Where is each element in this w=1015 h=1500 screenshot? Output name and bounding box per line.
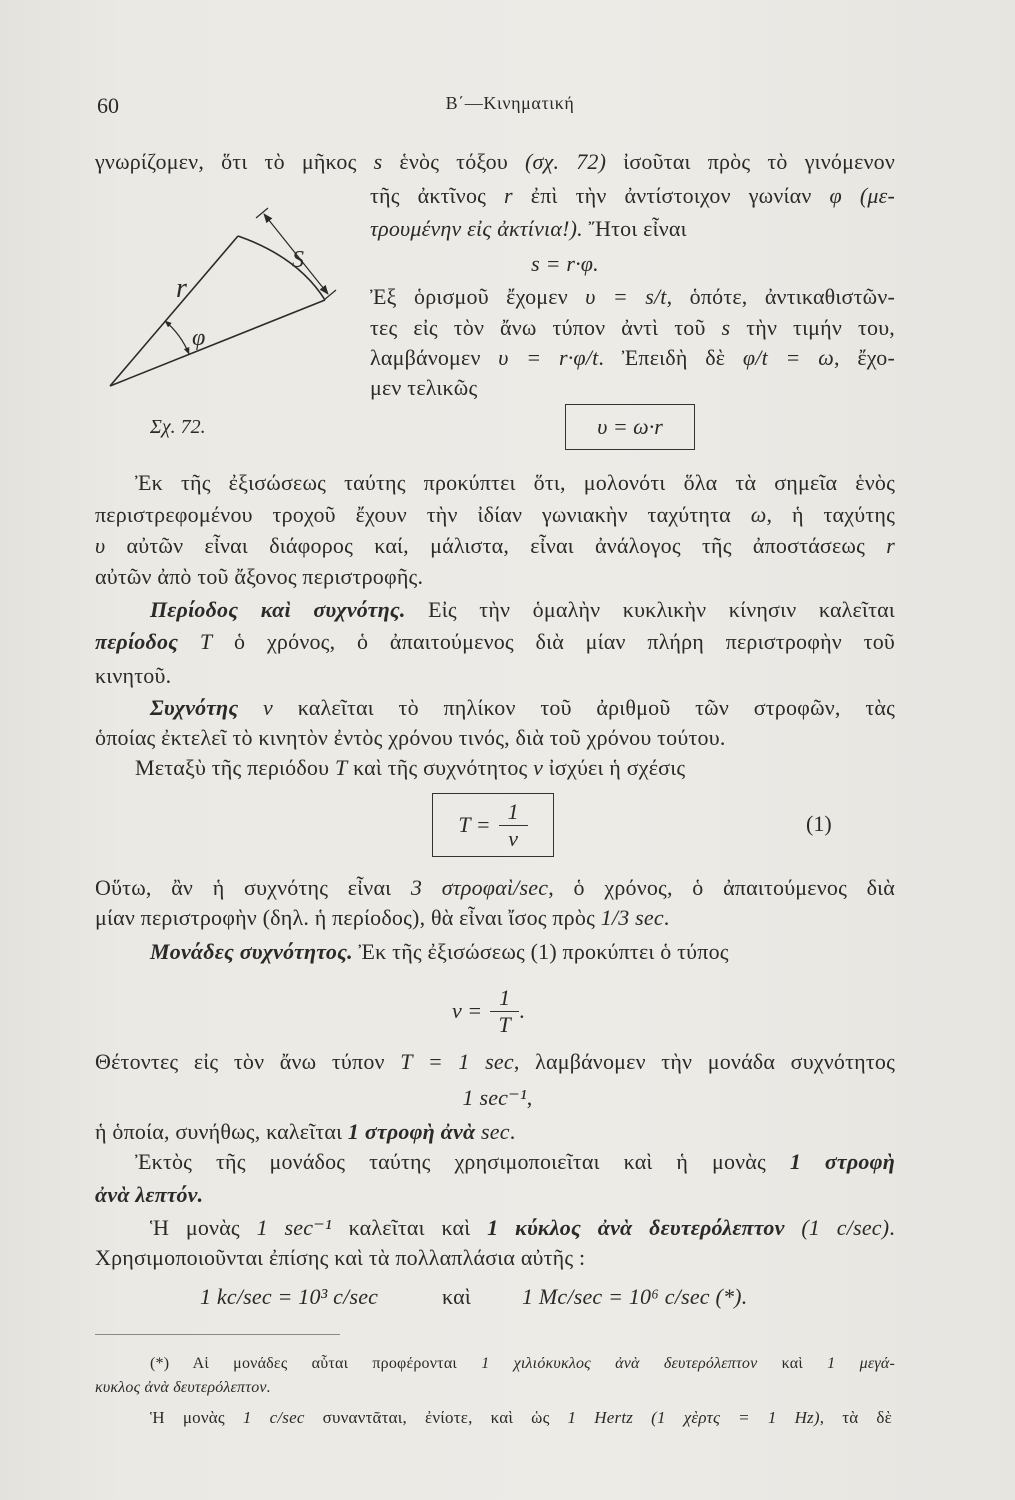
text-run: περιστρεφομένου τροχοῦ ἔχουν τὴν ἰδίαν γωνιακὴν ταχύτητα [95,502,751,527]
text-line [95,1048,895,1076]
text-run: ἑνὸς τόξου [382,149,525,174]
text-run: . [663,905,670,930]
text-run: Θέτοντες εἰς τὸν ἄνω τύπον [95,1049,401,1074]
radius-lower-line [110,300,325,386]
italic-run: 1/3 sec [600,905,664,930]
formula-line [200,1283,378,1311]
italic-run: υ = r·φ/t [498,345,599,370]
text-line [95,532,895,560]
text-run: , ἔχο- [833,345,895,370]
bold-italic-run: Περίοδος καὶ συχνότης. [150,597,406,622]
text-run: καὶ [757,1355,828,1372]
bold-italic-run: 1 κύκλος ἀνὰ δευτερόλεπτον [487,1215,785,1240]
frequency-formula-lhs: ν = [452,998,483,1023]
text-run: ἰσχύει ἡ σχέσις [543,755,686,780]
text-run: Ἤτοι εἶναι [582,216,687,241]
text-run: . [509,1119,516,1144]
label-phi: φ [192,325,206,351]
text-run: τὴν τιμήν του, [730,315,895,340]
italic-run: r [886,533,895,558]
formula-line [522,1283,747,1311]
text-line [135,1148,895,1176]
text-line [370,344,895,372]
velocity-formula: υ = ω·r [597,414,663,439]
footnote-line [150,1406,892,1430]
text-line [150,938,729,966]
text-run: . [889,1215,895,1240]
fraction [490,985,519,1038]
text-line [95,628,895,656]
text-run: τες εἰς τὸν ἄνω τύπον ἀντὶ τοῦ [370,315,722,340]
frequency-formula [452,983,525,1039]
italic-run: φ/t = ω [742,345,834,370]
arc-s [238,236,325,300]
text-run: μεν τελικῶς [370,375,478,400]
text-line [95,501,895,529]
text-line [95,724,726,752]
italic-run: 3 στροφαὶ/sec [410,875,549,900]
italic-run: (1 c/sec) [784,1215,890,1240]
italic-run: υ = s/t [585,284,667,309]
page-number: 60 [97,93,119,118]
text-run: αὐτῶν εἶναι διάφορος καί, μάλιστα, εἶναι ἀνάλογος τῆς ἀποστάσεως [105,533,887,558]
italic-run: s [721,315,731,340]
text-line [135,754,685,782]
text-run: . Ἐπειδὴ δὲ [598,345,743,370]
text-run: , ἡ ταχύτης [766,502,895,527]
text-run: ἐπὶ τὴν ἀντίστοιχον γωνίαν [512,183,830,208]
bold-italic-run: Συχνότης [150,695,239,720]
bold-italic-run: ἀνὰ λεπτόν. [95,1182,204,1207]
italic-run: τρουμένην εἰς ἀκτίνια!). [370,216,583,241]
italic-run: υ [95,533,106,558]
italic-run: 1 sec⁻¹ [462,1085,527,1110]
label-s: S [292,247,304,273]
text-run: Ἐκ τῆς ἐξισώσεως (1) προκύπτει ὁ τύπος [352,939,729,964]
text-run: Οὕτω, ἂν ἡ συχνότης εἶναι [95,875,411,900]
frequency-formula-tail: . [519,998,525,1023]
italic-run: ω [750,502,767,527]
text-run: , [526,1085,533,1110]
formula-line [440,1084,555,1112]
italic-run: r [504,183,513,208]
figure-caption: Σχ. 72. [150,416,206,438]
italic-run: 1 Mc/sec = 10⁶ c/sec (*). [522,1284,748,1309]
text-line [150,596,895,624]
fraction-denominator: T [498,1011,511,1037]
italic-run: ν [533,755,544,780]
formula-line [505,250,625,278]
label-r: r [176,273,187,304]
text-run: , τὰ δὲ [819,1408,892,1427]
text-line [370,374,477,402]
text-line [95,1181,203,1209]
velocity-formula-box [565,404,695,450]
italic-run: T [334,755,348,780]
fraction [499,799,528,852]
text-run: συναντᾶται, ἐνίοτε, καὶ ὡς [304,1408,568,1427]
text-line [370,314,895,342]
text-run: Μεταξὺ τῆς περιόδου [135,755,335,780]
text-run: ἰσοῦται πρὸς τὸ γινόμενον [606,149,896,174]
text-run: (*) Αἱ μονάδες αὗται προφέρονται [150,1355,482,1372]
bold-italic-run: 1 στροφὴ ἀνὰ [347,1119,476,1144]
italic-run: 1 χιλιόκυκλος ἀνὰ δευτερόλεπτον [481,1355,758,1372]
text-line [370,215,687,243]
text-run: καλεῖται καὶ [331,1215,488,1240]
text-run: Ἐξ ὁρισμοῦ ἔχομεν [370,284,586,309]
text-run: αὐτῶν ἀπὸ τοῦ ἄξονος περιστροφῆς. [95,564,424,589]
text-run: ὁ χρόνος, ὁ ἀπαιτούμενος διὰ μίαν πλήρη περιστροφὴν τοῦ [212,629,896,654]
text-line [95,563,423,591]
text-run: , λαμβάνομεν τὴν μονάδα συχνότητος [513,1049,895,1074]
footnote-line [95,1377,271,1399]
text-run: Ἐκ τῆς ἐξισώσεως ταύτης προκύπτει ὅτι, μολονότι ὅλα τὰ σημεῖα ἑνὸς [135,470,895,495]
italic-run: 1 sec⁻¹ [256,1215,332,1240]
text-run: καλεῖται τὸ πηλίκον τοῦ ἀριθμοῦ τῶν στροφῶν, τὰς [273,695,895,720]
text-line [150,1214,895,1242]
italic-run: s [373,149,383,174]
italic-run: ν [238,695,273,720]
bold-italic-run: περίοδος [95,629,179,654]
sector-figure [90,195,350,410]
italic-run: s = r·φ. [531,251,599,276]
period-formula [458,799,527,852]
period-formula-lhs: T = [458,812,491,837]
period-formula-box [432,793,554,857]
text-line [95,662,171,690]
text-run: καὶ [442,1284,471,1309]
bold-italic-run: Μονάδες συχνότητος. [150,939,353,964]
text-line [95,148,895,176]
text-run: καὶ τῆς συχνότητος [347,755,534,780]
text-run: κινητοῦ. [95,663,172,688]
italic-run: (σχ. 72) [525,149,607,174]
italic-run: T = 1 sec [400,1049,514,1074]
text-line [370,182,895,210]
text-line [135,469,895,497]
fraction-numerator: 1 [499,799,528,826]
text-run: γνωρίζομεν, ὅτι τὸ μῆκος [95,149,374,174]
text-run: ὁποίας ἐκτελεῖ τὸ κινητὸν ἐντὸς χρόνου τινός, διὰ τοῦ χρόνου τούτου. [95,725,726,750]
italic-run: 1 Hertz (1 χὲρτς = 1 Hz) [567,1408,820,1427]
italic-run: κυκλος ἀνὰ δευτερόλεπτον. [95,1379,271,1396]
text-run: , ὁ χρόνος, ὁ ἀπαιτούμενος διὰ [548,875,895,900]
text-run: Εἰς τὴν ὁμαλὴν κυκλικὴν κίνησιν καλεῖται [405,597,895,622]
text-line [150,694,895,722]
text-run: Χρησιμοποιοῦνται ἐπίσης καὶ τὰ πολλαπλάσια αὐτῆς : [95,1245,586,1270]
italic-run: 1 μεγά- [827,1355,896,1372]
italic-run: 1 c/sec [242,1408,305,1427]
text-run: Ἐκτὸς τῆς μονάδος ταύτης χρησιμοποιεῖται καὶ ἡ μονὰς [135,1149,790,1174]
text-run: , ὁπότε, ἀντικαθιστῶν- [666,284,895,309]
text-run: λαμβάνομεν [370,345,499,370]
bold-italic-run: 1 στροφὴ [789,1149,895,1174]
text-line [95,904,670,932]
text-run: Ἡ μονὰς [150,1215,257,1240]
fraction-numerator: 1 [490,985,519,1012]
italic-run: sec [475,1119,510,1144]
text-run: Ἡ μονὰς [150,1408,243,1427]
text-run: μίαν περιστροφὴν (δηλ. ἡ περίοδος), θὰ εἶναι ἴσος πρὸς [95,905,601,930]
text-line [95,874,895,902]
running-head: Β΄—Κινηματική [445,93,575,113]
text-line [370,283,895,311]
equation-number: (1) [806,811,832,836]
text-line [95,1118,515,1146]
fraction-denominator: ν [508,825,518,851]
italic-run: 1 kc/sec = 10³ c/sec [200,1284,379,1309]
italic-run: T [178,629,213,654]
formula-line [442,1283,471,1311]
italic-run: φ (με- [829,183,895,208]
text-line [95,1244,585,1272]
footnote-line [150,1353,895,1375]
text-run: τῆς ἀκτῖνος [370,183,505,208]
text-run: ἡ ὁποία, συνήθως, καλεῖται [95,1119,348,1144]
footnote-rule [95,1334,340,1335]
angle-arc [165,321,189,354]
radius-upper-line [110,236,238,386]
